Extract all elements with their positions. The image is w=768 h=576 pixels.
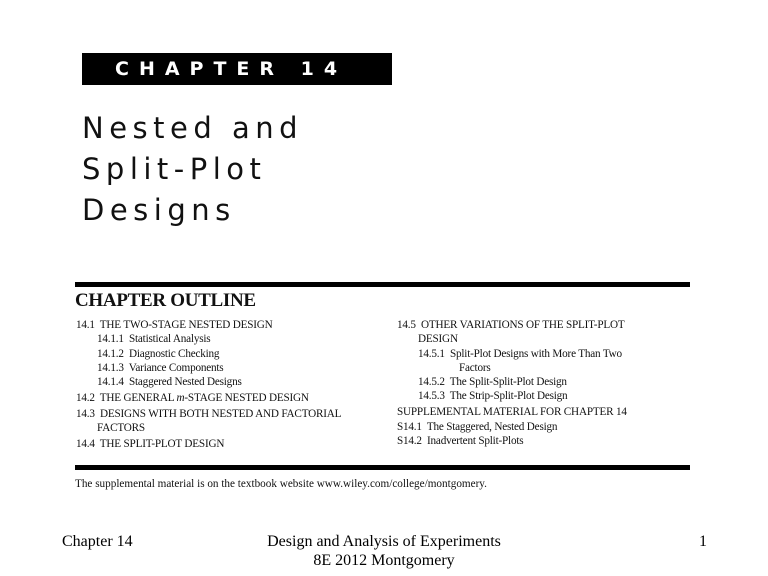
outline-item: 14.2 THE GENERAL m-STAGE NESTED DESIGN [76,391,309,404]
outline-item-continuation: DESIGN [418,333,458,346]
bottom-rule [75,465,690,470]
outline-item: 14.5.1 Split-Plot Designs with More Than Two [418,347,622,360]
outline-item: 14.1.4 Staggered Nested Designs [97,376,242,389]
footer-line: 8E 2012 Montgomery [313,552,455,569]
outline-item: 14.1.3 Variance Components [97,361,224,374]
outline-item-continuation: Factors [459,361,491,374]
outline-item: 14.1.2 Diagnostic Checking [97,347,220,360]
outline-item: SUPPLEMENTAL MATERIAL FOR CHAPTER 14 [397,406,627,419]
chapter-title [82,108,303,231]
title-line: Split-Plot [82,152,267,186]
outline-item: 14.5.3 The Strip-Split-Plot Design [418,390,568,403]
page-number: 1 [699,533,707,550]
title-line: Nested and [82,111,304,145]
outline-item: S14.1 The Staggered, Nested Design [397,420,558,433]
outline-item: 14.1.1 Statistical Analysis [97,333,211,346]
chapter-label-bar: CHAPTER 14 [82,53,392,85]
outline-item: 14.1 THE TWO-STAGE NESTED DESIGN [76,319,273,331]
supplemental-note: The supplemental material is on the textbook website www.wiley.com/college/montgomery. [75,478,487,490]
footer-line: Design and Analysis of Experiments [267,533,501,550]
outline-item: 14.5.2 The Split-Split-Plot Design [418,376,567,389]
footer-chapter: Chapter 14 [62,533,133,550]
outline-item: S14.2 Inadvertent Split-Plots [397,434,524,447]
outline-item: 14.3 DESIGNS WITH BOTH NESTED AND FACTORIAL [76,407,342,420]
outline-right-column [397,318,627,448]
footer-book-title [234,532,534,570]
outline-heading: CHAPTER OUTLINE [75,290,256,311]
title-line: Designs [82,193,236,227]
outline-item-continuation: FACTORS [97,422,145,435]
outline-item: 14.4 THE SPLIT-PLOT DESIGN [76,437,225,450]
outline-left-column [76,318,341,451]
outline-item: 14.5 OTHER VARIATIONS OF THE SPLIT-PLOT [397,319,625,331]
top-rule [75,282,690,287]
